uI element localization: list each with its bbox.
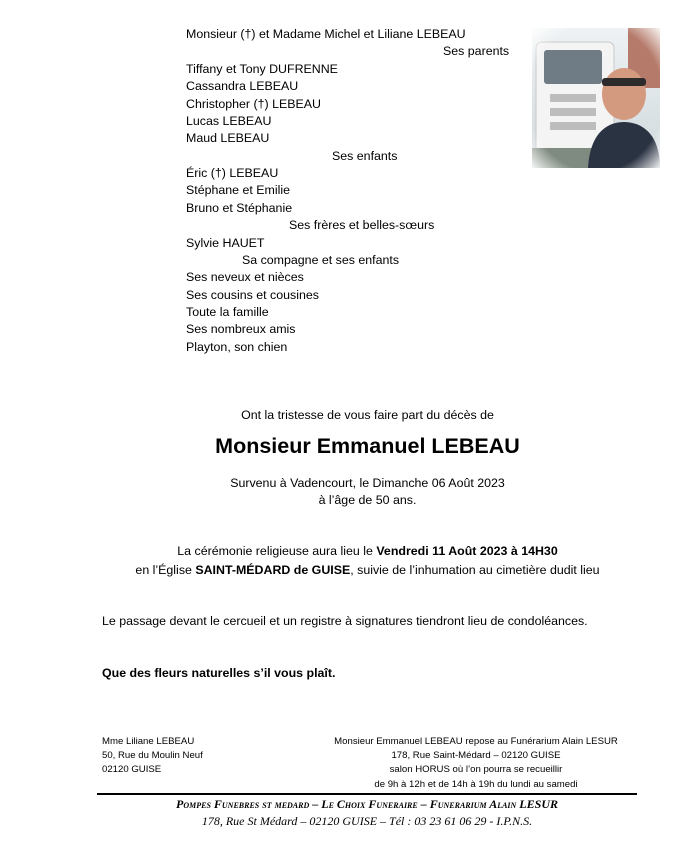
contact-left <box>102 735 203 778</box>
parents-label: Ses parents <box>443 44 510 58</box>
ceremony-line-1-text: La cérémonie religieuse aura lieu le <box>177 544 377 558</box>
child-3: Christopher (†) LEBEAU <box>186 97 321 111</box>
siblings-label: Ses frères et belles-sœurs <box>289 218 435 232</box>
others-3: Toute la famille <box>186 305 269 319</box>
funeral-company: Pompes Funebres st medard – Le Choix Funeraire – Funerarium Alain LESUR <box>176 797 558 811</box>
others-1: Ses neveux et nièces <box>186 270 304 284</box>
condolences-text: Le passage devant le cercueil et un registre à signatures tiendront lieu de condoléances. <box>102 614 588 628</box>
partner-label: Sa compagne et ses enfants <box>242 253 400 267</box>
flowers-note: Que des fleurs naturelles s’il vous plaît. <box>102 666 336 680</box>
contact-left-line-1: Mme Liliane LEBEAU <box>102 736 195 747</box>
contact-left-line-3: 02120 GUISE <box>102 764 162 776</box>
partner-name: Sylvie HAUET <box>186 236 265 250</box>
funeral-company-address: 178, Rue St Médard – 02120 GUISE – Tél : 03 23 61 06 29 - I.P.N.S. <box>201 814 533 828</box>
sibling-3: Bruno et Stéphanie <box>186 201 293 215</box>
parents-line: Monsieur (†) et Madame Michel et Liliane LEBEAU <box>186 27 466 41</box>
others-2: Ses cousins et cousines <box>186 288 319 302</box>
contact-right <box>310 735 642 792</box>
children-label: Ses enfants <box>332 149 398 163</box>
death-date-line: Survenu à Vadencourt, le Dimanche 06 Août 2023 <box>230 476 505 490</box>
footer-divider <box>97 793 637 795</box>
child-2: Cassandra LEBEAU <box>186 79 299 93</box>
contact-right-line-3: salon HORUS où l’on pourra se recueillir <box>389 764 563 776</box>
child-5: Maud LEBEAU <box>186 131 270 145</box>
age-line: à l’âge de 50 ans. <box>318 493 417 507</box>
contact-right-line-2: 178, Rue Saint-Médard – 02120 GUISE <box>391 750 561 762</box>
sibling-2: Stéphane et Emilie <box>186 183 291 197</box>
sibling-1: Éric (†) LEBEAU <box>186 166 279 180</box>
contact-right-line-4: de 9h à 12h et de 14h à 19h du lundi au samedi <box>374 778 578 790</box>
child-1: Tiffany et Tony DUFRENNE <box>186 62 338 76</box>
ceremony-date: Vendredi 11 Août 2023 à 14H30 <box>376 544 558 558</box>
child-4: Lucas LEBEAU <box>186 114 272 128</box>
contact-right-line-1: Monsieur Emmanuel LEBEAU repose au Funérarium Alain LESUR <box>334 736 618 747</box>
contact-left-line-2: 50, Rue du Moulin Neuf <box>102 750 203 762</box>
portrait-photo <box>532 28 660 168</box>
announcement-intro: Ont la tristesse de vous faire part du décès de <box>241 408 494 422</box>
deceased-name: Monsieur Emmanuel LEBEAU <box>215 434 520 458</box>
ceremony-line-2-suffix: , suivie de l’inhumation au cimetière dudit lieu <box>350 563 600 577</box>
portrait-photo-icon <box>532 28 660 168</box>
church-name: SAINT-MÉDARD de GUISE <box>195 563 351 577</box>
others-4: Ses nombreux amis <box>186 322 296 336</box>
ceremony-line-1 <box>0 544 689 558</box>
others-5: Playton, son chien <box>186 340 288 354</box>
ceremony-line-2-prefix: en l’Église <box>135 563 196 577</box>
ceremony-line-2 <box>0 563 689 577</box>
